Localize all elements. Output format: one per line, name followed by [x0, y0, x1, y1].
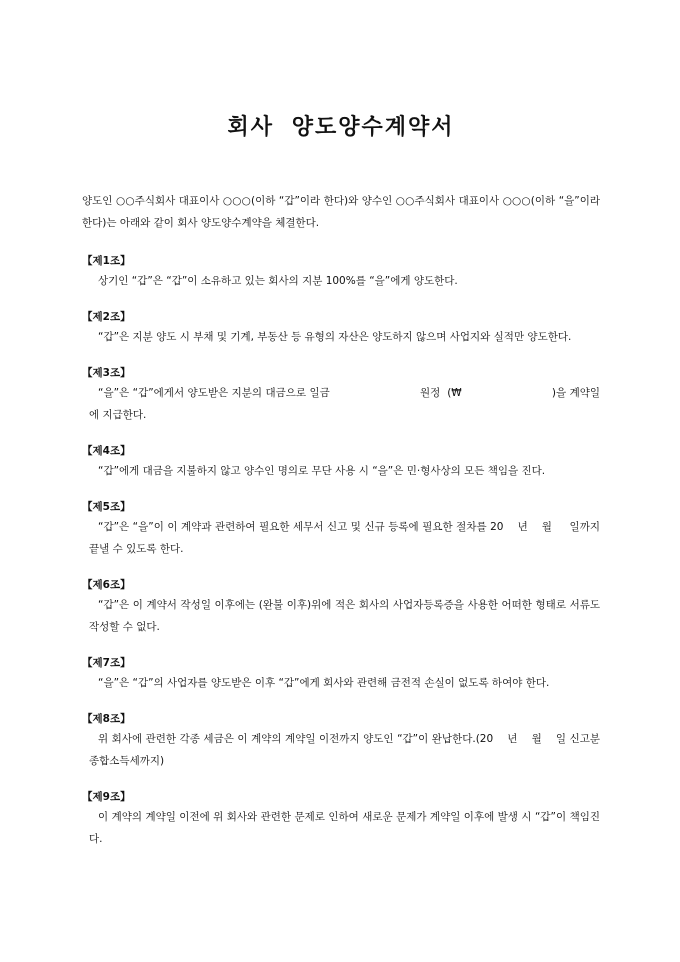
article-body: “갑”은 이 계약서 작성일 이후에는 (완불 이후)위에 적은 회사의 사업자등록증을 사용한 어떠한 형태로 서류도 작성할 수 없다. — [89, 599, 600, 633]
article-body: “을”은 “갑”에게서 양도받은 지분의 대금으로 일금 원정 (₩ )을 계약일에 지급한다. — [89, 387, 600, 421]
article-heading: 【제7조】 — [82, 657, 131, 669]
article-6 — [82, 576, 600, 638]
article-8 — [82, 710, 604, 772]
document-title: 회사 양도양수계약서 — [227, 115, 455, 140]
article-body: “을”은 “갑”의 사업자를 양도받은 이후 “갑”에게 회사와 관련해 금전적 손실이 없도록 하여야 한다. — [98, 677, 550, 689]
article-heading: 【제4조】 — [82, 445, 131, 457]
intro-paragraph: 양도인 ○○주식회사 대표이사 ○○○(이하 “갑”이라 한다)와 양수인 ○○주식회사 대표이사 ○○○(이하 “을”이라 한다)는 아래와 같이 회사 양도양수계약을 체결한다. — [82, 195, 600, 229]
article-3 — [82, 364, 600, 426]
article-heading: 【제8조】 — [82, 713, 131, 725]
article-body: “갑”에게 대금을 지불하지 않고 양수인 명의로 무단 사용 시 “을”은 민·형사상의 모든 책임을 진다. — [98, 465, 546, 477]
article-heading: 【제9조】 — [82, 791, 131, 803]
article-body: “갑”은 지분 양도 시 부채 및 기계, 부동산 등 유형의 자산은 양도하지 않으며 사업지와 실적만 양도한다. — [98, 331, 572, 343]
article-9 — [82, 788, 600, 850]
article-1 — [82, 252, 600, 292]
article-7 — [82, 654, 600, 694]
article-heading: 【제2조】 — [82, 311, 131, 323]
article-body: “갑”은 “을”이 이 계약과 관련하여 필요한 세무서 신고 및 신규 등록에 필요한 절차를 20 년 월 일까지 끝낼 수 있도록 한다. — [89, 521, 604, 555]
article-body: 위 회사에 관련한 각종 세금은 이 계약의 계약일 이전까지 양도인 “갑”이 완납한다.(20 년 월 일 신고분 종합소득세까지) — [89, 733, 604, 767]
article-heading: 【제1조】 — [82, 255, 131, 267]
article-2 — [82, 308, 600, 348]
article-4 — [82, 442, 600, 482]
article-heading: 【제5조】 — [82, 501, 131, 513]
article-heading: 【제3조】 — [82, 367, 131, 379]
article-body: 이 계약의 계약일 이전에 위 회사와 관련한 문제로 인하여 새로운 문제가 계약일 이후에 발생 시 “갑”이 책임진다. — [89, 811, 600, 845]
article-body: 상기인 “갑”은 “갑”이 소유하고 있는 회사의 지분 100%를 “을”에게 양도한다. — [98, 275, 458, 287]
article-heading: 【제6조】 — [82, 579, 131, 591]
article-5 — [82, 498, 604, 560]
